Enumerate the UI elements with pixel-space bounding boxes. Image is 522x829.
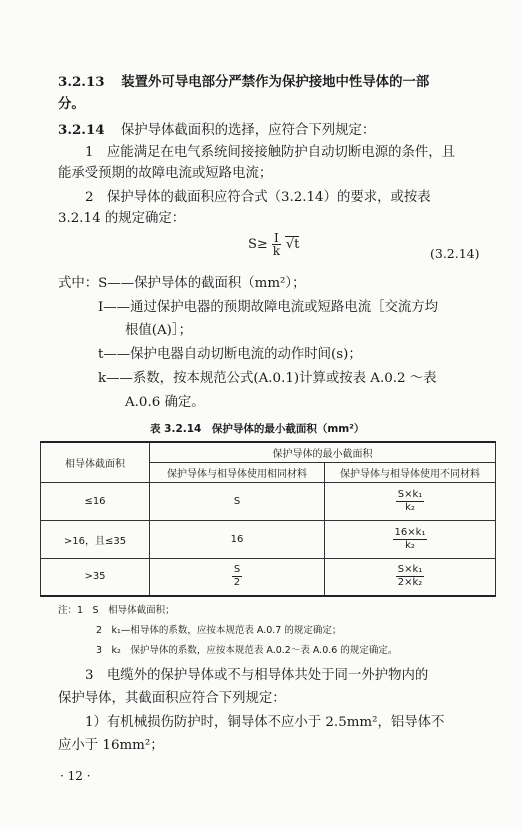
where-k-line-1: k——系数，按本规范公式(A.0.1)计算或按表 A.0.2 ～表 — [98, 371, 437, 386]
fraction — [232, 564, 242, 589]
where-k-line-2: A.0.6 确定。 — [125, 395, 205, 410]
item-3-line-2: 保护导体，其截面积应符合下列规定： — [58, 691, 286, 706]
fraction-denominator: k₂ — [405, 501, 415, 513]
fraction-numerator: S×k₁ — [397, 488, 423, 500]
table-cell — [325, 482, 496, 520]
item-2-line-2: 3.2.14 的规定确定： — [58, 211, 186, 226]
formula-number: (3.2.14) — [430, 246, 480, 261]
clause-text: 装置外可导电部分严禁作为保护接地中性导体的一部 — [121, 74, 430, 90]
table-note-2: 2 k₁—相导体的系数，应按本规范表 A.0.7 的规定确定； — [96, 625, 342, 636]
table-caption: 表 3.2.14 保护导体的最小截面积（mm²） — [150, 423, 365, 435]
page-number: · 12 · — [60, 769, 91, 783]
table-cell: S — [150, 482, 325, 520]
formula-lhs: S≥ — [248, 237, 268, 252]
table-header-phase-conductor: 相导体截面积 — [41, 442, 150, 482]
fraction-numerator: S×k₁ — [397, 564, 423, 576]
fraction-numerator: 16×k₁ — [394, 526, 426, 538]
table-header-different-material: 保护导体与相导体使用不同材料 — [325, 462, 496, 482]
table-cell — [150, 558, 325, 596]
table-header-same-material: 保护导体与相导体使用相同材料 — [150, 462, 325, 482]
fraction-denominator: k₂ — [405, 539, 415, 551]
fraction-denominator: 2×k₂ — [397, 577, 423, 589]
clause-number: 3.2.13 — [58, 74, 105, 90]
table-cell: 16 — [150, 520, 325, 558]
formula-denominator: k — [272, 244, 280, 258]
fraction — [396, 489, 425, 514]
item-1-line-1: 1 应能满足在电气系统间接接触防护自动切断电源的条件，且 — [85, 145, 456, 160]
where-I-line-1: I——通过保护电器的预期故障电流或短路电流［交流方均 — [98, 300, 439, 315]
min-cross-section-table — [40, 441, 496, 597]
item-3-sub-1-line-2: 应小于 16mm²； — [58, 738, 164, 753]
item-1-line-2: 能承受预期的故障电流或短路电流； — [58, 166, 273, 181]
fraction — [396, 564, 425, 589]
where-lead: 式中：S——保护导体的截面积（mm²）； — [58, 276, 306, 291]
item-2-line-1: 2 保护导体的截面积应符合式（3.2.14）的要求，或按表 — [85, 190, 431, 205]
item-3-line-1: 3 电缆外的保护导体或不与相导体共处于同一外护物内的 — [85, 668, 429, 683]
table-cell: >16，且≤35 — [41, 520, 150, 558]
table-cell: >35 — [41, 558, 150, 596]
formula — [248, 232, 299, 257]
fraction — [393, 527, 428, 552]
table-cell — [325, 558, 496, 596]
table-row — [41, 482, 496, 520]
formula-numerator: I — [273, 231, 279, 245]
clause-3-2-13 — [58, 72, 429, 92]
table-cell: ≤16 — [41, 482, 150, 520]
table-header-group: 保护导体的最小截面积 — [150, 442, 496, 462]
item-3-sub-1-line-1: 1）有机械损伤防护时，铜导体不应小于 2.5mm²，铝导体不 — [85, 715, 445, 730]
fraction-numerator: S — [233, 564, 241, 576]
clause-3-2-14 — [58, 120, 375, 141]
table-row — [41, 520, 496, 558]
where-I-line-2: 根值(A)］； — [125, 323, 192, 338]
formula-fraction — [272, 232, 281, 257]
fraction-denominator: 2 — [233, 577, 241, 589]
table-cell — [325, 520, 496, 558]
clause-number: 3.2.14 — [58, 122, 105, 138]
table-note-1: 注：1 S 相导体截面积； — [58, 605, 175, 616]
clause-3-2-13-continued: 分。 — [58, 96, 85, 112]
table-row — [41, 558, 496, 596]
table-note-3: 3 k₂ 保护导体的系数，应按本规范表 A.0.2～表 A.0.6 的规定确定。 — [96, 645, 398, 656]
formula-sqrt: √t — [285, 237, 300, 252]
clause-intro: 保护导体截面积的选择，应符合下列规定： — [120, 123, 376, 138]
where-t-line: t——保护电器自动切断电流的动作时间(s)； — [98, 347, 362, 362]
